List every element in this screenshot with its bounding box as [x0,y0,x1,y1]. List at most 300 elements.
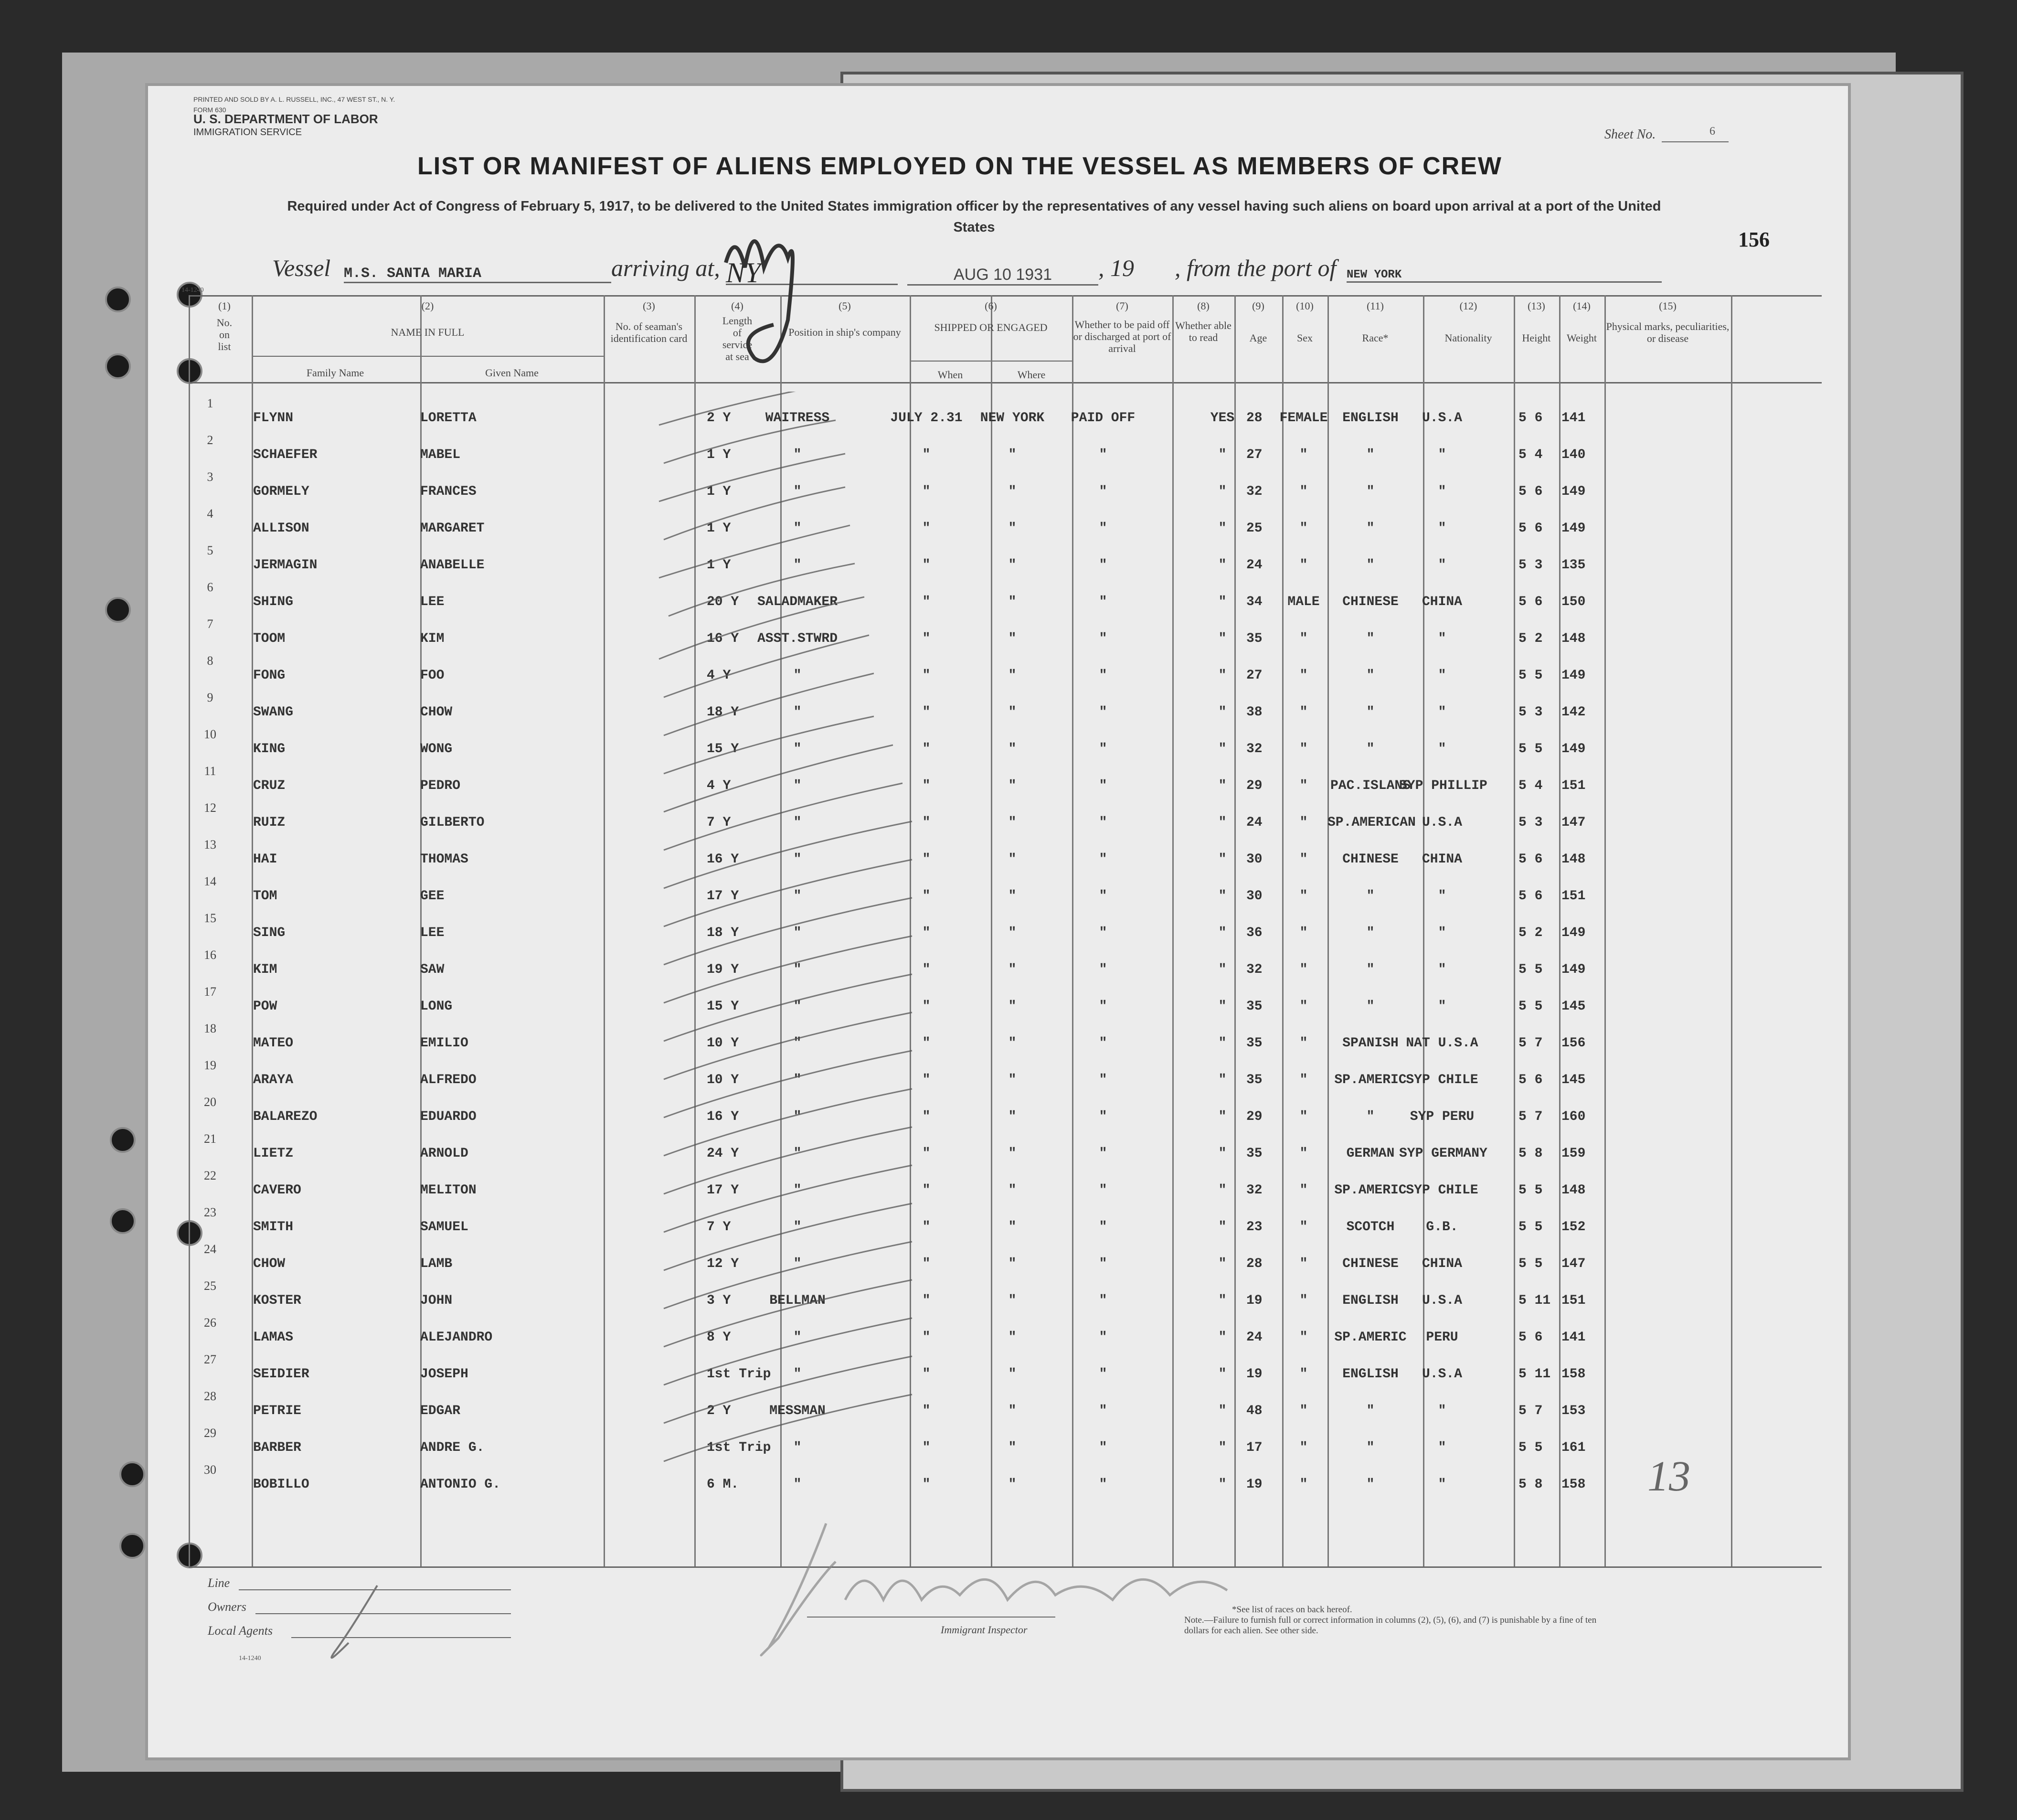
cell-where: " [1008,1477,1017,1492]
cell-when: " [922,1367,931,1382]
cell-given: KIM [420,631,445,646]
cell-family: POW [253,999,277,1014]
cell-height: 5 6 [1518,484,1543,499]
cell-weight: 151 [1561,1293,1586,1308]
cell-age: 29 [1246,1109,1263,1124]
cell-age: 32 [1246,962,1263,977]
cell-sex: " [1299,1477,1308,1492]
cell-age: 19 [1246,1367,1263,1382]
cell-weight: 161 [1561,1440,1586,1455]
cell-when: " [922,1183,931,1198]
cell-where: " [1008,1073,1017,1087]
cell-service: 1 Y [707,484,731,499]
cell-service: 1st Trip [707,1367,771,1382]
col-label: Whether able to read [1175,319,1231,343]
cell-where: " [1008,521,1017,536]
cell-n: 18 [204,1022,216,1035]
cell-nat: SYP PERU [1410,1109,1475,1124]
cell-read: " [1218,595,1227,609]
cell-position: " [793,521,802,536]
cell-position: " [793,999,802,1014]
cell-race: " [1366,631,1375,646]
from-port: NEW YORK [1347,268,1662,283]
cell-weight: 145 [1561,999,1586,1014]
footer-line-label: Line [208,1576,230,1590]
col-number: (4) [731,300,743,312]
cell-paid: " [1099,1036,1107,1051]
cell-given: FRANCES [420,484,477,499]
cell-nat: NAT U.S.A [1406,1036,1478,1051]
cell-family: CHOW [253,1256,286,1271]
cell-height: 5 11 [1518,1367,1551,1382]
cell-height: 5 6 [1518,1073,1543,1087]
cell-paid: PAID OFF [1071,411,1136,426]
cell-race: " [1366,558,1375,573]
department-label: U. S. DEPARTMENT OF LABOR [193,112,378,126]
cell-nat: U.S.A [1422,411,1462,426]
cell-weight: 147 [1561,815,1586,830]
cell-n: 10 [204,727,216,741]
cell-where: " [1008,1036,1017,1051]
cell-nat: SYP CHILE [1406,1073,1478,1087]
cell-read: " [1218,1330,1227,1345]
cell-weight: 160 [1561,1109,1586,1124]
col-label: Race* [1362,332,1389,344]
cell-weight: 148 [1561,631,1586,646]
cell-weight: 148 [1561,1183,1586,1198]
cell-sex: " [1299,852,1308,867]
cell-position: " [793,1477,802,1492]
cell-read: " [1218,558,1227,573]
cell-position: BELLMAN [769,1293,826,1308]
cell-service: 18 Y [707,705,739,720]
cell-n: 25 [204,1279,216,1293]
cell-paid: " [1099,521,1107,536]
col6-header [910,300,1072,333]
cell-service: 1st Trip [707,1440,771,1455]
cell-height: 5 6 [1518,889,1543,904]
cell-given: LORETTA [420,411,477,426]
cell-nat: CHINA [1422,1256,1462,1271]
cell-paid: " [1099,447,1107,462]
col-label: Whether to be paid off or discharged at port of arrival [1073,319,1171,354]
cell-family: HAI [253,852,277,867]
cell-race: " [1366,1404,1375,1418]
cell-sex: MALE [1287,595,1320,609]
cell-when: " [922,742,931,756]
cell-when: " [922,1256,931,1271]
cell-sex: " [1299,1330,1308,1345]
cell-sex: " [1299,815,1308,830]
col3-header [604,300,694,344]
cell-race: ENGLISH [1342,411,1399,426]
col-label: Nationality [1444,332,1492,344]
cell-n: 26 [204,1316,216,1330]
cell-given: LEE [420,595,445,609]
cell-n: 30 [204,1463,216,1477]
inspector-signature [740,1504,1289,1686]
col12-header [1423,300,1514,344]
table-row [191,1242,1815,1294]
handwritten-port-mark [716,201,840,392]
table-row [191,580,1815,632]
cell-position: MESSMAN [769,1404,826,1418]
table-row [191,1389,1815,1441]
cell-nat: CHINA [1422,595,1462,609]
cell-family: SHING [253,595,294,609]
cell-family: SCHAEFER [253,447,318,462]
cell-given: ANTONIO G. [420,1477,501,1492]
cell-position: " [793,1109,802,1124]
cell-given: MARGARET [420,521,485,536]
cell-sex: " [1299,631,1308,646]
inspector-label: Immigrant Inspector [941,1624,1028,1636]
cell-n: 16 [204,948,216,962]
cell-when: " [922,889,931,904]
footer-agents-label: Local Agents [208,1624,273,1638]
cell-sex: " [1299,1367,1308,1382]
cell-sex: " [1299,558,1308,573]
cell-n: 28 [204,1389,216,1403]
cell-where: " [1008,1220,1017,1235]
cell-family: JERMAGIN [253,558,318,573]
cell-position: " [793,815,802,830]
cell-read: " [1218,778,1227,793]
cell-race: " [1366,705,1375,720]
cell-age: 27 [1246,447,1263,462]
cell-race: PAC.ISLANS [1330,778,1411,793]
cell-given: GEE [420,889,445,904]
vessel-name: M.S. SANTA MARIA [344,266,611,283]
col-number: (3) [643,300,655,312]
cell-paid: " [1099,705,1107,720]
cell-age: 28 [1246,1256,1263,1271]
cell-sex: " [1299,742,1308,756]
cell-race: SP.AMERIC [1334,1330,1407,1345]
cell-sex: " [1299,962,1308,977]
col-label: Sex [1297,332,1313,344]
binder-hole [105,353,131,379]
cell-where: " [1008,1293,1017,1308]
cell-given: MABEL [420,447,461,462]
vessel-label: Vessel [272,255,331,281]
sheet-underline [1662,141,1729,142]
cell-nat: " [1438,999,1446,1014]
cell-nat: " [1438,1477,1446,1492]
cell-height: 5 2 [1518,631,1543,646]
cell-given: SAW [420,962,445,977]
col-number: (5) [839,300,851,312]
cell-family: GORMELY [253,484,309,499]
cell-height: 5 3 [1518,558,1543,573]
fine-note: Note.—Failure to furnish full or correct information in columns (2), (5), (6), and (7) is punishable by a fine of ten dollars for each alien. See other side. [1184,1615,1597,1636]
cell-nat: " [1438,926,1446,940]
cell-family: SWANG [253,705,294,720]
cell-position: " [793,889,802,904]
cell-position: " [793,926,802,940]
cell-height: 5 5 [1518,668,1543,683]
cell-read: YES [1210,411,1235,426]
cell-read: " [1218,889,1227,904]
cell-age: 32 [1246,484,1263,499]
cell-height: 5 6 [1518,1330,1543,1345]
cell-given: ALEJANDRO [420,1330,493,1345]
cell-n: 22 [204,1169,216,1182]
cell-when: " [922,1477,931,1492]
cell-read: " [1218,447,1227,462]
cell-service: 17 Y [707,1183,739,1198]
cell-paid: " [1099,1146,1107,1161]
cell-read: " [1218,926,1227,940]
cell-where: " [1008,1404,1017,1418]
cell-given: ANDRE G. [420,1440,485,1455]
cell-where: " [1008,889,1017,904]
arrival-date-stamp: AUG 10 1931 [907,266,1098,286]
cell-when: " [922,926,931,940]
cell-position: " [793,447,802,462]
col-number: (13) [1528,300,1545,312]
cell-sex: " [1299,1256,1308,1271]
cell-service: 7 Y [707,1220,731,1235]
cell-height: 5 3 [1518,815,1543,830]
cell-given: LAMB [420,1256,453,1271]
cell-service: 4 Y [707,778,731,793]
cell-n: 2 [207,433,213,447]
cell-family: SING [253,926,286,940]
cell-given: EMILIO [420,1036,468,1051]
cell-read: " [1218,1477,1227,1492]
cell-age: 24 [1246,815,1263,830]
arriving-port: NY [726,266,898,285]
cell-paid: " [1099,926,1107,940]
cell-sex: " [1299,1440,1308,1455]
cell-weight: 140 [1561,447,1586,462]
cell-position: " [793,1330,802,1345]
cell-when: " [922,631,931,646]
cell-age: 23 [1246,1220,1263,1235]
cell-where: " [1008,668,1017,683]
table-row [191,1205,1815,1257]
cell-where: " [1008,595,1017,609]
cell-weight: 151 [1561,889,1586,904]
check-marks-overlay [645,392,979,1528]
binder-hole [119,1533,145,1559]
cell-when: " [922,1404,931,1418]
cell-race: " [1366,1477,1375,1492]
col-number: (11) [1367,300,1384,312]
given-name-header: Given Name [485,367,539,379]
cell-when: " [922,1073,931,1087]
table-top-border [189,295,1822,297]
cell-nat: " [1438,558,1446,573]
cell-when: " [922,1146,931,1161]
cell-race: " [1366,889,1375,904]
col14-header [1559,300,1604,344]
cell-position: WAITRESS [765,411,830,426]
cell-weight: 149 [1561,926,1586,940]
cell-nat: " [1438,705,1446,720]
cell-position: " [793,484,802,499]
cell-nat: " [1438,962,1446,977]
cell-service: 16 Y [707,1109,739,1124]
cell-sex: " [1299,521,1308,536]
cell-given: ARNOLD [420,1146,468,1161]
cell-where: " [1008,1440,1017,1455]
cell-age: 29 [1246,778,1263,793]
cell-position: SALADMAKER [757,595,838,609]
cell-race: " [1366,1109,1375,1124]
cell-family: BOBILLO [253,1477,309,1492]
cell-weight: 150 [1561,595,1586,609]
cell-height: 5 6 [1518,411,1543,426]
cell-nat: U.S.A [1422,1293,1462,1308]
cell-given: EDGAR [420,1404,461,1418]
cell-n: 1 [207,396,213,410]
cell-service: 15 Y [707,742,739,756]
cell-age: 38 [1246,705,1263,720]
cell-height: 5 6 [1518,852,1543,867]
cell-paid: " [1099,999,1107,1014]
cell-n: 21 [204,1132,216,1146]
cell-sex: " [1299,926,1308,940]
cell-read: " [1218,852,1227,867]
cell-service: 19 Y [707,962,739,977]
cell-nat: " [1438,484,1446,499]
table-row [191,764,1815,816]
cell-sex: " [1299,889,1308,904]
cell-given: FOO [420,668,445,683]
col-label: Length of service at sea [722,315,753,362]
cell-n: 13 [204,838,216,851]
cell-where: " [1008,1367,1017,1382]
cell-service: 2 Y [707,1404,731,1418]
cell-race: SP.AMERICAN [1327,815,1416,830]
cell-n: 27 [204,1352,216,1366]
cell-read: " [1218,1220,1227,1235]
cell-service: 16 Y [707,631,739,646]
table-row [191,654,1815,705]
col7-header [1072,300,1172,354]
cell-service: 2 Y [707,411,731,426]
cell-sex: " [1299,1220,1308,1235]
form-number: FORM 630 [193,106,226,114]
table-row [191,911,1815,963]
cell-where: " [1008,705,1017,720]
table-row [191,985,1815,1036]
col-number: (7) [1116,300,1128,312]
cell-race: SCOTCH [1346,1220,1395,1235]
cell-given: JOHN [420,1293,453,1308]
cell-age: 35 [1246,1146,1263,1161]
cell-n: 20 [204,1095,216,1109]
cell-weight: 149 [1561,521,1586,536]
cell-height: 5 7 [1518,1036,1543,1051]
cell-given: WONG [420,742,453,756]
table-row [191,470,1815,522]
cell-height: 5 5 [1518,962,1543,977]
cell-family: KOSTER [253,1293,301,1308]
cell-family: ALLISON [253,521,309,536]
table-row [191,1169,1815,1220]
cell-height: 5 5 [1518,1256,1543,1271]
cell-nat: " [1438,447,1446,462]
table-row [191,874,1815,926]
cell-position: " [793,1036,802,1051]
cell-service: 4 Y [707,668,731,683]
cell-where: " [1008,1256,1017,1271]
cell-when: " [922,558,931,573]
cell-sex: FEMALE [1279,411,1328,426]
cell-when: " [922,815,931,830]
cell-race: " [1366,926,1375,940]
cell-given: LEE [420,926,445,940]
cell-age: 32 [1246,1183,1263,1198]
col-label: Position in ship's company [788,326,901,338]
cell-family: SMITH [253,1220,294,1235]
col-label: No. on list [216,317,233,352]
cell-paid: " [1099,1109,1107,1124]
cell-family: KIM [253,962,277,977]
cell-height: 5 6 [1518,595,1543,609]
table-row [191,948,1815,1000]
cell-age: 30 [1246,889,1263,904]
cell-given: GILBERTO [420,815,485,830]
table-row [191,543,1815,595]
cell-sex: " [1299,1183,1308,1198]
table-row [191,1058,1815,1110]
cell-paid: " [1099,1367,1107,1382]
footer-form-code: 14-1240 [239,1655,261,1662]
cell-family: MATEO [253,1036,294,1051]
cell-service: 10 Y [707,1073,739,1087]
cell-read: " [1218,1146,1227,1161]
cell-paid: " [1099,558,1107,573]
col-number: (12) [1459,300,1477,312]
cell-weight: 145 [1561,1073,1586,1087]
cell-height: 5 5 [1518,999,1543,1014]
cell-weight: 156 [1561,1036,1586,1051]
col-number: (10) [1296,300,1314,312]
cell-weight: 149 [1561,742,1586,756]
cell-read: " [1218,705,1227,720]
cell-position: " [793,1256,802,1271]
table-row [191,1095,1815,1147]
cell-paid: " [1099,631,1107,646]
cell-where: " [1008,852,1017,867]
cell-age: 48 [1246,1404,1263,1418]
cell-when: " [922,1036,931,1051]
cell-sex: " [1299,705,1308,720]
col-number: (1) [218,300,231,312]
cell-paid: " [1099,484,1107,499]
cell-paid: " [1099,889,1107,904]
col-label: No. of seaman's identification card [610,320,688,344]
col-label: Age [1249,332,1267,344]
cell-n: 6 [207,580,213,594]
binder-hole [110,1127,136,1153]
cell-sex: " [1299,999,1308,1014]
cell-age: 35 [1246,631,1263,646]
col9-header [1234,300,1282,344]
cell-when: " [922,852,931,867]
binder-hole [110,1208,136,1234]
col-number: (6) [985,300,997,312]
cell-weight: 147 [1561,1256,1586,1271]
cell-position: " [793,668,802,683]
cell-race: SP.AMERIC [1334,1073,1407,1087]
cell-paid: " [1099,1183,1107,1198]
where-header: Where [1017,369,1046,381]
